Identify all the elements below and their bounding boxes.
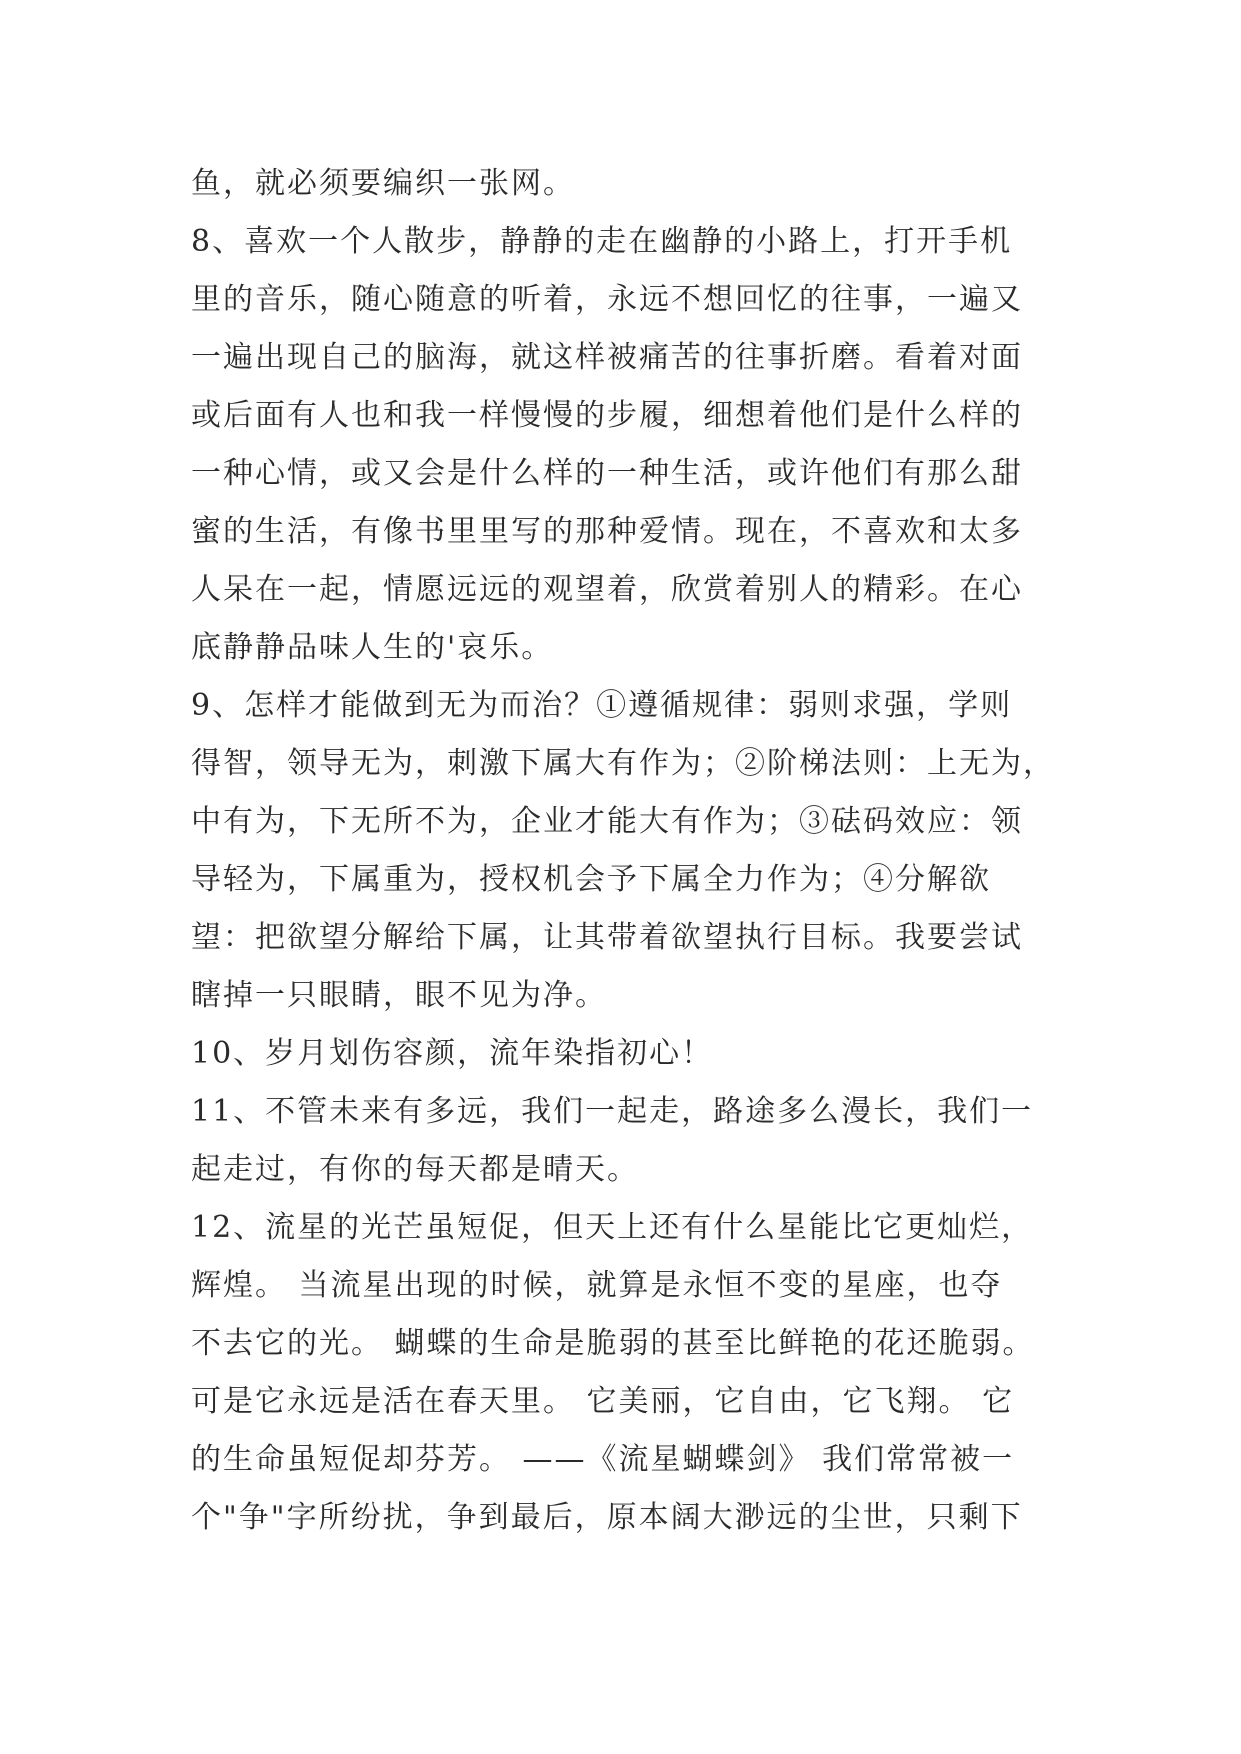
text-line: 瞎掉一只眼睛，眼不见为净。: [191, 978, 607, 1013]
text-line: 12、流星的光芒虽短促，但天上还有什么星能比它更灿烂，: [191, 1210, 1034, 1245]
text-line: 10、岁月划伤容颜，流年染指初心！: [191, 1036, 714, 1071]
text-line: 11、不管未来有多远，我们一起走，路途多么漫长，我们一: [191, 1094, 1034, 1129]
text-line: 起走过，有你的每天都是晴天。: [191, 1152, 639, 1187]
text-line: 望：把欲望分解给下属，让其带着欲望执行目标。我要尝试: [191, 920, 1023, 955]
text-line: 里的音乐，随心随意的听着，永远不想回忆的往事，一遍又: [191, 282, 1023, 317]
text-line: 一种心情，或又会是什么样的一种生活，或许他们有那么甜: [191, 456, 1023, 491]
text-line: 辉煌。 当流星出现的时候，就算是永恒不变的星座，也夺: [191, 1268, 1003, 1303]
text-line: 中有为，下无所不为，企业才能大有作为；③砝码效应：领: [191, 804, 1023, 839]
text-line: 导轻为，下属重为，授权机会予下属全力作为；④分解欲: [191, 862, 991, 897]
text-line: 或后面有人也和我一样慢慢的步履，细想着他们是什么样的: [191, 398, 1023, 433]
text-line: 底静静品味人生的'哀乐。: [191, 630, 554, 665]
text-line: 蜜的生活，有像书里里写的那种爱情。现在，不喜欢和太多: [191, 514, 1023, 549]
text-line: 得智，领导无为，刺激下属大有作为；②阶梯法则：上无为，: [191, 746, 1055, 781]
text-line: 鱼，就必须要编织一张网。: [191, 166, 575, 201]
text-line: 一遍出现自己的脑海，就这样被痛苦的往事折磨。看着对面: [191, 340, 1023, 375]
text-line: 8、喜欢一个人散步，静静的走在幽静的小路上，打开手机: [191, 224, 1013, 259]
text-line: 不去它的光。 蝴蝶的生命是脆弱的甚至比鲜艳的花还脆弱。: [191, 1326, 1035, 1361]
text-line: 可是它永远是活在春天里。 它美丽，它自由，它飞翔。 它: [191, 1384, 1015, 1419]
text-line: 的生命虽短促却芬芳。 ——《流星蝴蝶剑》 我们常常被一: [191, 1442, 1015, 1477]
text-line: 个"争"字所纷扰，争到最后，原本阔大渺远的尘世，只剩下: [191, 1500, 1023, 1535]
text-line: 人呆在一起，情愿远远的观望着，欣赏着别人的精彩。在心: [191, 572, 1023, 607]
text-line: 9、怎样才能做到无为而治？①遵循规律：弱则求强，学则: [191, 688, 1013, 723]
document-body: [191, 155, 1071, 1547]
